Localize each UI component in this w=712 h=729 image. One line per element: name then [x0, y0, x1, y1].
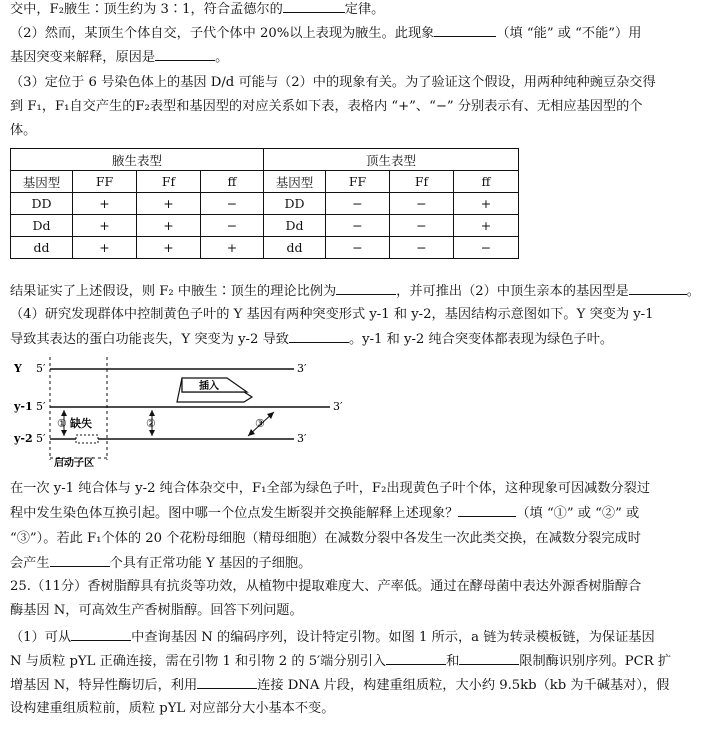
site1-label: ①: [57, 417, 67, 430]
table-cell: +: [201, 237, 264, 259]
table-cell: +: [73, 237, 137, 259]
table-row: [11, 237, 519, 259]
text-segment: 。: [215, 50, 229, 65]
text-segment: 酶基因 N，可高效生产香树脂醇。回答下列问题。: [10, 603, 303, 618]
text-line: [10, 652, 671, 671]
text-line: [10, 554, 311, 573]
table-cell: Dd: [11, 215, 73, 237]
table-cell: +: [73, 193, 137, 215]
table-cell: +: [454, 193, 519, 215]
text-segment: （4）研究发现群体中控制黄色子叶的 Y 基因有两种突变形式 y-1 和 y-2，基因结构示意图如下。Y 突变为 y-1: [10, 307, 654, 322]
insertion-label: 插入: [199, 381, 219, 392]
site2-label: ②: [146, 417, 156, 430]
group-header-terminal: 顶生表型: [264, 149, 519, 171]
text-line: [10, 306, 654, 324]
text-segment: ，并可推出（2）中顶生亲本的基因型是: [396, 284, 629, 299]
text-segment: 限制酶识别序列。PCR 扩: [519, 654, 672, 669]
label-y1: y-1: [14, 400, 33, 413]
text-segment: 增基因 N，特异性酶切后，利用: [10, 678, 198, 693]
three-prime-y1: 3′: [333, 400, 343, 413]
text-segment: 基因突变来解释，原因是: [10, 50, 156, 65]
label-Y: Y: [14, 362, 22, 375]
site2-arrowhead: [149, 430, 155, 436]
text-segment: 。y-1 和 y-2 纯合突变体都表现为绿色子叶。: [348, 332, 614, 347]
col-header: 基因型: [11, 171, 73, 193]
answer-blank: [629, 282, 687, 295]
answer-blank: [283, 0, 345, 13]
promoter-label: 启动子区: [54, 458, 94, 469]
text-segment: （填 “①” 或 “②” 或: [516, 506, 640, 521]
table-cell: +: [137, 237, 201, 259]
table-cell: +: [137, 215, 201, 237]
text-segment: （1）可从: [10, 630, 72, 645]
text-line: [10, 282, 700, 301]
text-segment: 体。: [10, 123, 37, 138]
site1-arrowhead: [61, 410, 67, 416]
three-prime-y2: 3′: [297, 432, 307, 445]
text-line: [10, 122, 36, 140]
answer-blank: [71, 628, 131, 641]
text-segment: 25.（11分）香树脂醇具有抗炎等功效，从植物中提取难度大、产率低。通过在酵母菌中表达外源香树脂醇合: [10, 579, 642, 594]
text-segment: （填 “能” 或 “不能”）用: [496, 26, 642, 41]
answer-blank: [434, 24, 496, 37]
text-segment: 连接 DNA 片段，构建重组质粒，大小约 9.5kb（kb 为千碱基对），假: [257, 678, 670, 693]
answer-blank: [289, 330, 349, 343]
table-cell: Dd: [264, 215, 326, 237]
text-segment: 和: [446, 654, 460, 669]
text-segment: “③”）。若此 F₁个体的 20 个花粉母细胞（精母细胞）在减数分裂中各发生一次此类交换，在减数分裂完成时: [10, 531, 641, 546]
col-header: Ff: [390, 171, 454, 193]
deletion-label: 缺失: [70, 417, 92, 430]
table-cell: DD: [264, 193, 326, 215]
table-cell: −: [326, 193, 390, 215]
col-header: FF: [73, 171, 137, 193]
five-prime-Y: 5′: [36, 362, 46, 375]
text-line: [10, 504, 639, 523]
text-segment: 在一次 y-1 纯合体与 y-2 纯合体杂交中，F₁全部为绿色子叶，F₂出现黄色子叶个体，这种现象可因减数分裂过: [10, 481, 651, 496]
table-cell: −: [326, 215, 390, 237]
table-cell: −: [390, 193, 454, 215]
text-line: [10, 676, 669, 695]
five-prime-y1: 5′: [36, 400, 46, 413]
table-col-headers: [11, 171, 519, 193]
col-header: ff: [201, 171, 264, 193]
site1-arrowhead: [61, 430, 67, 436]
answer-blank: [386, 652, 446, 665]
table-cell: −: [326, 237, 390, 259]
table-cell: dd: [11, 237, 73, 259]
table-cell: −: [201, 215, 264, 237]
text-segment: 。: [686, 284, 700, 299]
five-prime-y2: 5′: [36, 432, 46, 445]
text-line: [10, 530, 641, 548]
text-segment: （2）然而，某顶生个体自交，子代个体中 20%以上表现为腋生。此现象: [10, 26, 435, 41]
text-line: [10, 480, 650, 498]
col-header: ff: [454, 171, 519, 193]
text-segment: 定律。: [344, 2, 385, 17]
table-row: [11, 215, 519, 237]
text-line: [10, 330, 613, 349]
gene-structure-diagram: [12, 352, 372, 472]
answer-blank: [459, 652, 519, 665]
table-cell: −: [390, 215, 454, 237]
text-line: [10, 602, 303, 620]
text-line: [10, 24, 641, 43]
genotype-phenotype-table: [10, 148, 519, 259]
table-cell: dd: [264, 237, 326, 259]
col-header: 基因型: [264, 171, 326, 193]
answer-blank: [458, 504, 516, 517]
site3-label: ③: [255, 417, 265, 430]
text-line: [10, 0, 384, 19]
text-line: [10, 98, 642, 116]
text-line: [10, 700, 334, 718]
answer-blank: [50, 554, 110, 567]
label-y2: y-2: [14, 432, 33, 445]
text-segment: 结果证实了上述假设，则 F₂ 中腋生∶顶生的理论比例为: [10, 284, 337, 299]
table-cell: −: [390, 237, 454, 259]
group-header-axillary: 腋生表型: [11, 149, 264, 171]
three-prime-Y: 3′: [297, 362, 307, 375]
answer-blank: [336, 282, 396, 295]
deletion-box: [76, 435, 98, 443]
text-segment: 中查询基因 N 的编码序列，设计特定引物。如图 1 所示，a 链为转录模板链，为保证基因: [131, 630, 655, 645]
answer-blank: [155, 48, 215, 61]
table-cell: −: [454, 237, 519, 259]
text-segment: 导致其表达的蛋白功能丧失，Y 突变为 y-2 导致: [10, 332, 289, 347]
table-cell: +: [137, 193, 201, 215]
site2-arrowhead: [149, 410, 155, 416]
table-cell: +: [73, 215, 137, 237]
text-line: [10, 578, 641, 596]
text-segment: N 与质粒 pYL 正确连接，需在引物 1 和引物 2 的 5′端分别引入: [10, 654, 387, 669]
text-segment: 到 F₁，F₁自交产生的F₂表型和基因型的对应关系如下表，表格内 “+”、“−” 分别表示有、无相应基因型的个: [10, 99, 643, 114]
text-segment: 交中，F₂腋生∶顶生约为 3∶1，符合孟德尔的: [10, 2, 283, 17]
col-header: Ff: [137, 171, 201, 193]
text-segment: （3）定位于 6 号染色体上的基因 D/d 可能与（2）中的现象有关。为了验证这个假设，用两种纯种豌豆杂交得: [10, 75, 656, 90]
table-cell: DD: [11, 193, 73, 215]
table-cell: +: [454, 215, 519, 237]
text-segment: 设构建重组质粒前，质粒 pYL 对应部分大小基本不变。: [10, 701, 335, 716]
table-cell: −: [201, 193, 264, 215]
text-segment: 个具有正常功能 Y 基因的子细胞。: [109, 556, 312, 571]
table-row: [11, 193, 519, 215]
text-line: [10, 48, 228, 67]
answer-blank: [197, 676, 257, 689]
text-line: [10, 628, 655, 647]
text-segment: 会产生: [10, 556, 50, 571]
text-segment: 程中发生染色体互换引起。图中哪一个位点发生断裂并交换能解释上述现象？: [10, 506, 459, 521]
text-line: [10, 74, 656, 92]
col-header: FF: [326, 171, 390, 193]
